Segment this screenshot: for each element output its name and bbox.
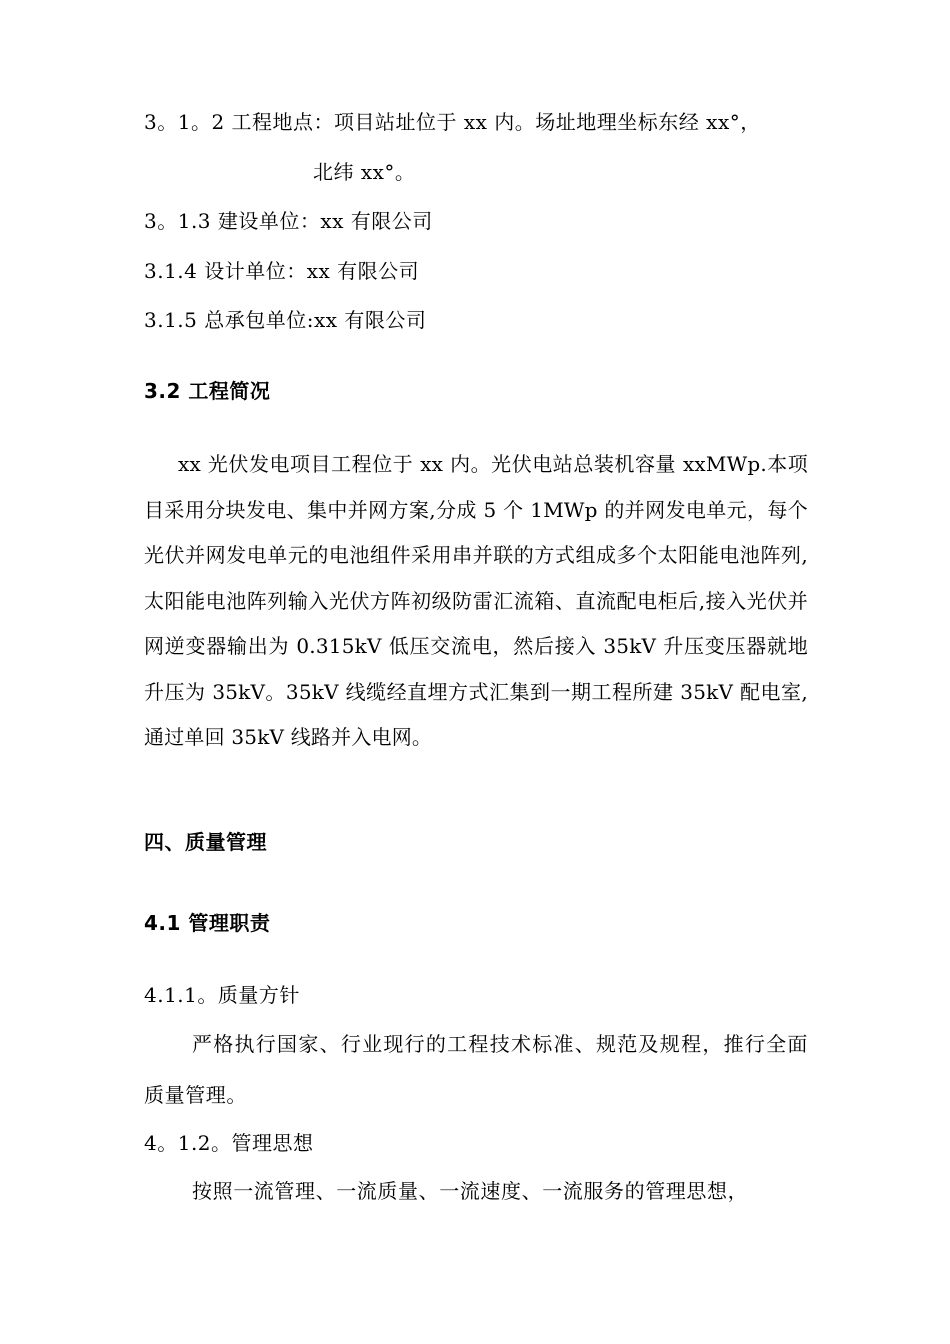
project-overview-paragraph: xx 光伏发电项目工程位于 xx 内。光伏电站总装机容量 xxMWp.本项目采用分块发电、集中并网方案,分成 5 个 1MWp 的并网发电单元，每个光伏并网发电单元的电池组件采用串并联的方式组成多个太阳能电池阵列,太阳能电池阵列输入光伏方阵初级防雷汇流箱、直流配电柜后,接入光伏并网逆变器输出为 0.315kV 低压交流电，然后接入 35kV 升压变压器就地升压为 35kV。35kV 线缆经直埋方式汇集到一期工程所建 35kV 配电室,通过单回 35kV 线路并入电网。 xyxy=(144,452,808,749)
section-3-1-2-location-line1: 3。1。2 工程地点：项目站址位于 xx 内。场址地理坐标东经 xx°， xyxy=(144,110,761,134)
section-heading-3-2: 3.2 工程简况 xyxy=(144,379,271,403)
chapter-heading-4: 四、质量管理 xyxy=(144,830,267,854)
section-3-1-5-contractor: 3.1.5 总承包单位:xx 有限公司 xyxy=(144,308,427,332)
section-4-1-2-management-idea: 4。1.2。管理思想 xyxy=(144,1131,314,1155)
section-4-1-1-quality-policy: 4.1.1。质量方针 xyxy=(144,983,300,1007)
section-heading-4-1: 4.1 管理职责 xyxy=(144,911,271,935)
quality-policy-paragraph: 严格执行国家、行业现行的工程技术标准、规范及规程，推行全面质量管理。 xyxy=(144,1032,808,1107)
section-3-1-3-builder: 3。1.3 建设单位：xx 有限公司 xyxy=(144,209,433,233)
section-3-1-2-location-line2: 北纬 xx°。 xyxy=(313,160,416,184)
management-idea-paragraph: 按照一流管理、一流质量、一流速度、一流服务的管理思想， xyxy=(192,1179,749,1203)
section-3-1-4-designer: 3.1.4 设计单位：xx 有限公司 xyxy=(144,259,420,283)
